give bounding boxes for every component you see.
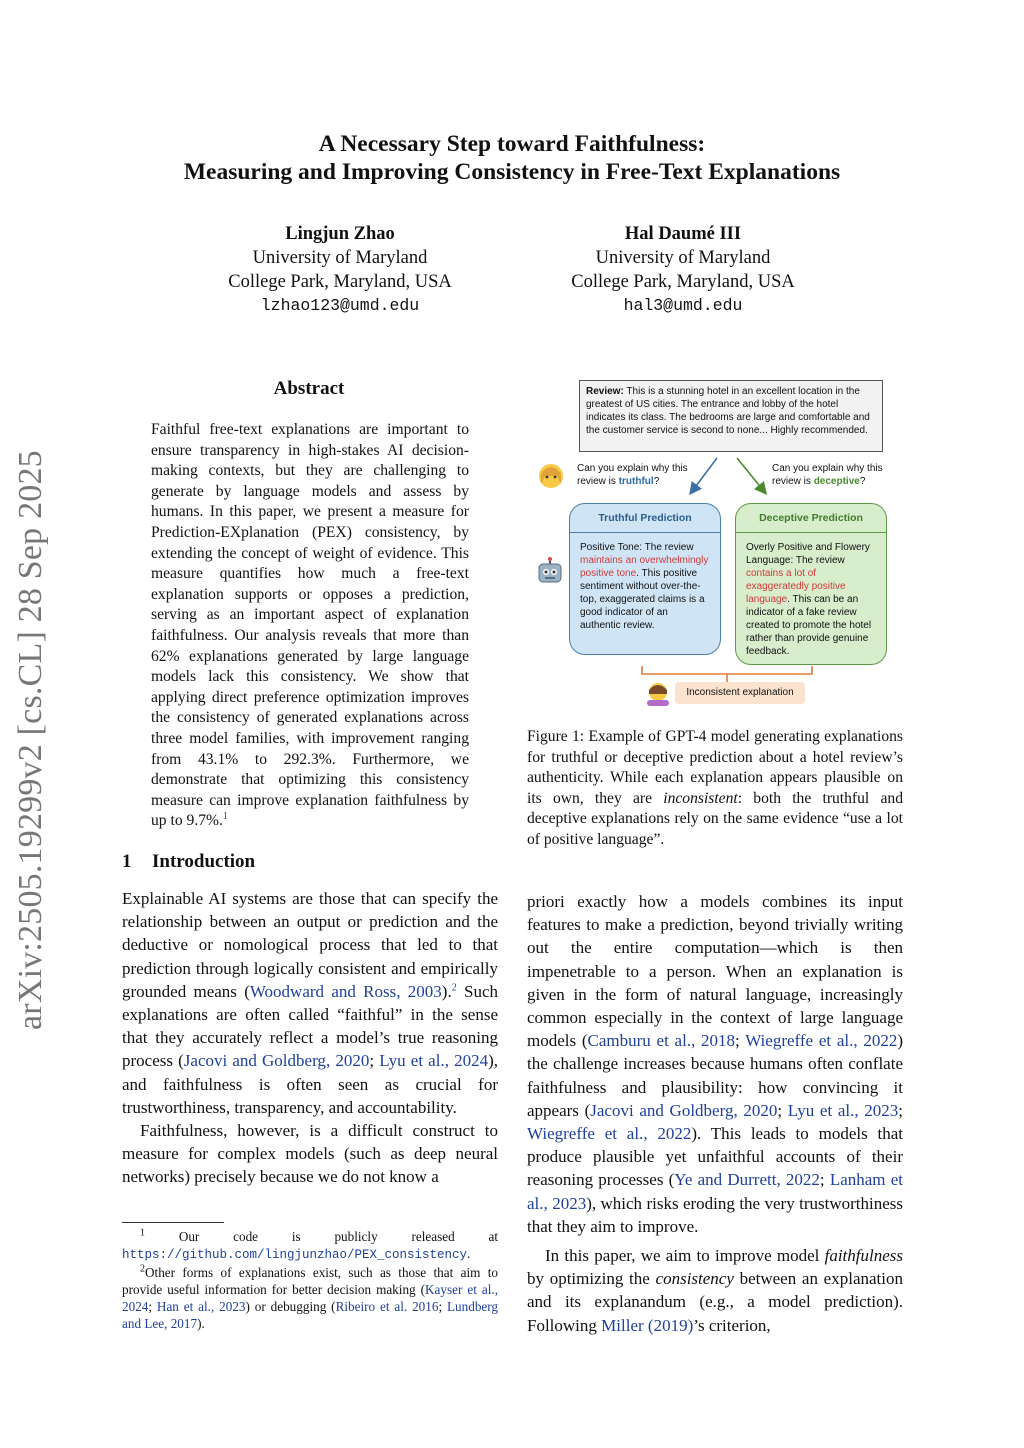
figure-caption: Figure 1: Example of GPT-4 model generating explanations for truthful or deceptive prediction about a hotel review’s authenticity. While each explanation appears plausible on its own, they are inconsistent: both the truthful and deceptive explanations rely on the same evidence “use a lot of positive language”.	[527, 728, 903, 848]
author-affiliation: University of Maryland	[595, 248, 771, 268]
footnote-2: $^2$Other forms of explanations exist, such as those that aim to provide useful information for better decision making (Kayser et al., 2024; Han et al., 2023) or debugging (Ribeiro et al. 2016; Lundberg and Lee, 2017).	[122, 1263, 499, 1331]
intro-right-column	[527, 890, 903, 1337]
citation-link[interactable]: Kayser et al., 2024	[122, 1282, 498, 1314]
review-label: Review:	[586, 386, 624, 397]
section-number: 1	[122, 851, 132, 872]
citation-link[interactable]: Camburu et al., 2018	[587, 1031, 736, 1051]
citation-link[interactable]: Jacovi and Goldberg, 2020	[590, 1100, 778, 1120]
author-email[interactable]: lzhao123@umd.edu	[260, 296, 420, 315]
author-location: College Park, Maryland, USA	[571, 272, 795, 292]
author-email[interactable]: hal3@umd.edu	[623, 296, 743, 315]
question-deceptive: Can you explain why this review is deceptive?	[772, 463, 883, 487]
citation-link[interactable]: Woodward and Ross, 2003	[249, 981, 442, 1001]
footnote-1: $^1$ Our code is publicly released at https://github.com/lingjunzhao/PEX_consistency.	[122, 1227, 498, 1262]
review-box	[579, 380, 883, 452]
author-location: College Park, Maryland, USA	[228, 272, 452, 292]
paper-title	[0, 130, 1024, 186]
author-block-2	[523, 222, 843, 318]
citation-link[interactable]: Lyu et al., 2024	[379, 1051, 489, 1071]
citation-link[interactable]: Jacovi and Goldberg, 2020	[183, 1051, 370, 1071]
truthful-prediction-box	[569, 503, 721, 655]
citation-link[interactable]: Lundberg and Lee, 2017	[122, 1299, 499, 1331]
intro-left-column	[122, 887, 498, 1189]
deceptive-heading: Deceptive Prediction	[759, 512, 863, 524]
citation-link[interactable]: Lyu et al., 2023	[787, 1100, 899, 1120]
citation-link[interactable]: Ribeiro et al. 2016	[335, 1299, 439, 1314]
citation-link[interactable]: Lanham et al., 2023	[527, 1170, 903, 1213]
title-line-2: Measuring and Improving Consistency in Free-Text Explanations	[183, 159, 841, 185]
arrows	[527, 454, 907, 504]
facepalm-person-icon	[645, 680, 671, 706]
inconsistent-label: Inconsistent explanation	[675, 682, 805, 704]
footnote-divider	[122, 1222, 224, 1223]
deceptive-explanation: Overly Positive and Flowery Language: The review contains a lot of exaggeratedly positive language. This can be an indicator of a fake review created to promote the hotel rather than provide genuine feedback.	[736, 532, 886, 666]
abstract-body	[151, 420, 469, 832]
author-block-1	[180, 222, 500, 318]
truthful-explanation: Positive Tone: The review maintains an overwhelmingly positive tone. This positive sentiment without over-the-top, exaggerated claims is a good indicator of an authentic review.	[570, 532, 720, 640]
abstract-text: Faithful free-text explanations are important to ensure transparency in high-stakes AI decision-making contexts, but they are challenging to generate by language models and assess by humans. In this paper, we present a measure for Prediction-EXplanation (PEX) consistency, by extending the concept of weight of evidence. This measure quantifies how much a free-text explanation supports or opposes a prediction, serving as an important aspect of explanation faithfulness. Our analysis reveals that more than 62% explanations generated by large language models lack this consistency. We show that applying direct preference optimization improves the consistency of generated explanations across three model families, with improvement ranging from 43.1% to 292.3%. Furthermore, we demonstrate that optimizing this consistency measure can improve explanation faithfulness by up to 9.7%.	[151, 421, 469, 830]
footnote-ref[interactable]: 2	[451, 982, 457, 994]
question-truthful: Can you explain why this review is truthful?	[577, 463, 688, 487]
citation-link[interactable]: Wiegreffe et al., 2022	[745, 1031, 898, 1051]
paragraph: Explainable AI systems are those that can specify the relationship between an output or prediction and the deductive or nomological process that led to that prediction through logically consistent and empirically grounded means (Woodward and Ross, 2003).$^2$ Such explanations are often called “faithful” in the sense that they accurately reflect a model’s true reasoning process (Jacovi and Goldberg, 2020; Lyu et al., 2024), and faithfulness is often seen as crucial for trustworthiness, transparency, and accountability.	[122, 889, 499, 1117]
author-name: Hal Daumé III	[624, 224, 742, 244]
figure-1	[527, 378, 907, 713]
footnotes	[122, 1228, 498, 1332]
paragraph: In this paper, we aim to improve model faithfulness by optimizing the consistency between an explanation and its explanandum (e.g., a model prediction). Following Miller (2019)’s criterion,	[527, 1246, 903, 1335]
review-text: This is a stunning hotel in an excellent location in the greatest of US cities. The entrance and lobby of the hotel indicates its class. The bedrooms are large and comfortable and the customer service is second to none... Highly recommended.	[586, 386, 870, 436]
deceptive-prediction-box	[735, 503, 887, 665]
paragraph: priori exactly how a models combines its input features to make a prediction, beyond trivially writing out the entire computation—which is then impenetrable to a person. When an explanation is given in the form of natural language, increasingly common especially in the context of large language models (Camburu et al., 2018; Wiegreffe et al., 2022) the challenge increases because humans often conflate faithfulness and plausibility: how convincing it appears (Jacovi and Goldberg, 2020; Lyu et al., 2023; Wiegreffe et al., 2022). This leads to models that produce plausible yet unfaithful accounts of their reasoning processes (Ye and Durrett, 2022; Lanham et al., 2023), which risks eroding the very trustworthiness that they aim to improve.	[527, 892, 904, 1236]
truthful-heading: Truthful Prediction	[598, 512, 692, 524]
citation-link[interactable]: Ye and Durrett, 2022	[674, 1170, 820, 1190]
author-affiliation: University of Maryland	[252, 248, 428, 268]
title-line-1: A Necessary Step toward Faithfulness:	[318, 131, 706, 157]
author-name: Lingjun Zhao	[285, 224, 395, 244]
robot-icon	[535, 556, 565, 586]
citation-link[interactable]: Han et al., 2023	[156, 1299, 246, 1314]
arxiv-identifier: arXiv:2505.19299v2 [cs.CL] 28 Sep 2025	[12, 450, 49, 1030]
section-title: Introduction	[152, 851, 256, 872]
code-url-link[interactable]: https://github.com/lingjunzhao/PEX_consistency	[122, 1248, 468, 1262]
paragraph: Faithfulness, however, is a difficult construct to measure for complex models (such as deep neural networks) precisely because we do not know a	[122, 1121, 498, 1187]
bracket	[527, 664, 907, 684]
section-heading	[122, 851, 255, 873]
abstract-heading: Abstract	[273, 378, 345, 399]
citation-link[interactable]: Wiegreffe et al., 2022	[527, 1124, 692, 1144]
footnote-ref[interactable]: 1	[222, 811, 228, 823]
citation-link[interactable]: Miller (2019)	[601, 1315, 694, 1335]
